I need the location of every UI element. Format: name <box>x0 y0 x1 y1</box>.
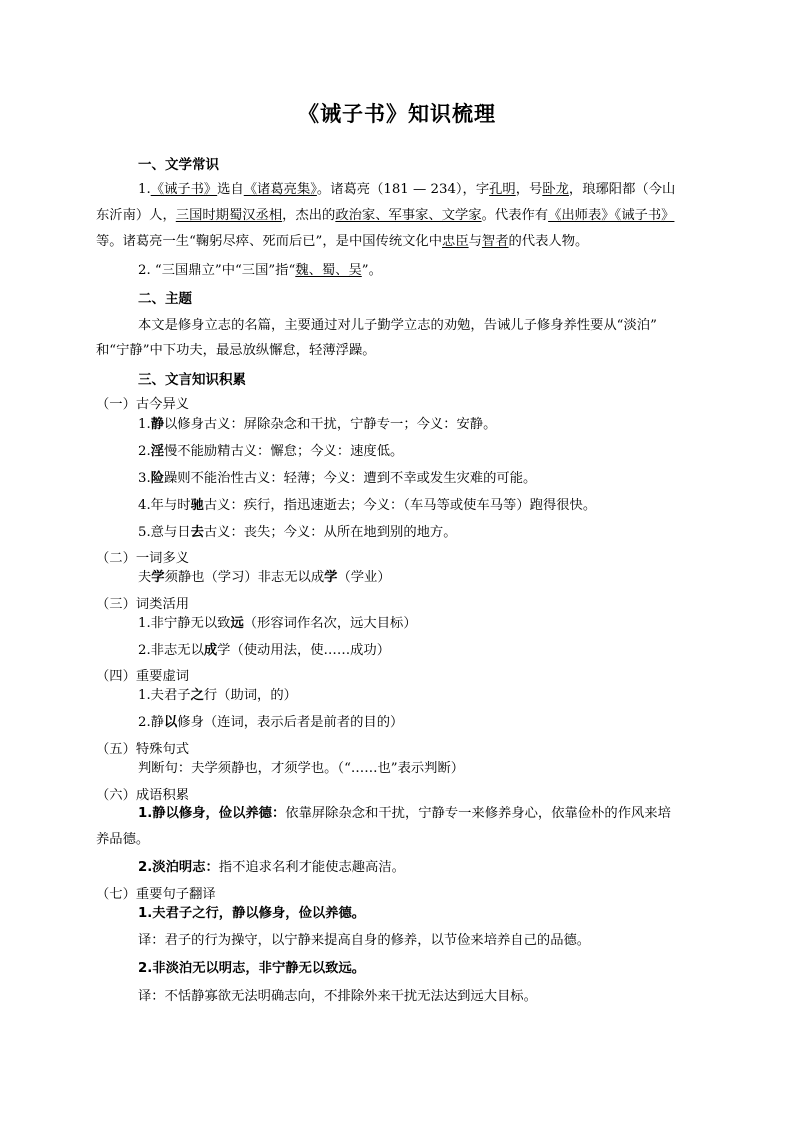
sentence-original: 1.夫君子之行，静以修身，俭以养德。 <box>138 906 366 921</box>
sentence-original: 2.非淡泊无以明志，非宁静无以致远。 <box>138 961 366 976</box>
section-heading-theme: 二、主题 <box>138 291 192 307</box>
bold-text: 之 <box>190 688 204 703</box>
list-item <box>138 715 403 731</box>
list-item <box>138 498 596 514</box>
group-label-translation: （七）重要句子翻译 <box>96 887 216 902</box>
text-run: ，杰出的 <box>282 208 336 223</box>
text-run: 2. <box>138 444 151 459</box>
list-item <box>138 688 297 704</box>
text-run: 依靠屏除杂念和干扰，宁静专一来修养身心，依靠俭朴的作风来培 <box>285 806 671 821</box>
underlined-text: 《诫子书》 <box>150 182 218 197</box>
text-run: 须静也（学习）非志无以成 <box>164 570 325 585</box>
list-item <box>138 525 457 541</box>
underlined-text: 三国时期蜀汉丞相 <box>175 208 283 223</box>
text-run: 4.年与时 <box>138 498 191 513</box>
group-label-ancient-modern-meaning: （一）古今异义 <box>96 397 190 412</box>
list-item-continuation: 养品德。 <box>96 832 150 847</box>
text-run: 1. <box>138 417 151 432</box>
text-run: ，琅琊阳都（今山 <box>568 182 676 197</box>
group-label-word-class: （三）词类活用 <box>96 597 190 612</box>
underlined-text: 智者 <box>481 234 509 249</box>
bold-text: 以 <box>163 715 178 730</box>
underlined-text: 魏、蜀、吴 <box>295 263 362 278</box>
text-run: 夫 <box>138 570 152 585</box>
bold-text: 学 <box>151 570 165 585</box>
text-run: 3. <box>138 471 151 486</box>
text-run: 修身（连词，表示后者是前者的目的） <box>177 715 404 730</box>
paragraph-three-kingdoms <box>138 263 382 279</box>
group-label-function-words: （四）重要虚词 <box>96 669 190 684</box>
bold-text: 2.淡泊明志： <box>138 860 219 875</box>
bold-text: 1.静以修身，俭以养德： <box>138 806 286 821</box>
page-title: 《诫子书》知识梳理 <box>298 102 496 126</box>
group-label-special-sentences: （五）特殊句式 <box>96 742 190 757</box>
text-run: 躁则不能治性古义：轻薄；今义：遭到不幸或发生灾难的可能。 <box>163 471 537 486</box>
theme-line-2: 和“宁静”中下功夫，最忌放纵懈怠，轻薄浮躁。 <box>96 343 376 358</box>
list-item <box>138 806 671 822</box>
bold-text: 成 <box>203 643 218 658</box>
theme-line-1: 本文是修身立志的名篇，主要通过对儿子勤学立志的劝勉，告诫儿子修身养性要从“淡泊” <box>138 318 657 333</box>
text-run: ，号 <box>515 182 543 197</box>
text-run: 东沂南）人， <box>96 208 176 223</box>
text-run: 。诸葛亮（181 — 234），字 <box>316 182 490 197</box>
sentence-translation: 译：不恬静寡欲无法明确志向，不排除外来干扰无法达到远大目标。 <box>138 989 537 1004</box>
text-run: 古义：丧失；今义：从所在地到别的地方。 <box>203 525 457 540</box>
list-item <box>138 444 403 460</box>
bold-text: 学 <box>324 570 338 585</box>
text-run: （学业） <box>337 570 391 585</box>
text-run: 等。诸葛亮一生“鞠躬尽瘁、死而后已”，是中国传统文化中 <box>96 234 443 249</box>
underlined-text: 政治家、军事家、文学家 <box>335 208 482 223</box>
text-run: 与 <box>468 234 482 249</box>
bold-text: 险 <box>150 471 164 486</box>
sentence-translation: 译：君子的行为操守，以宁静来提高自身的修养，以节俭来培养自己的品德。 <box>138 933 591 948</box>
underlined-text: 卧龙 <box>542 182 569 197</box>
text-run: ”。 <box>361 263 382 278</box>
text-run: 5.意与日 <box>138 525 191 540</box>
text-run: 学（使动用法，使……成功） <box>217 643 391 658</box>
text-run: 1.夫君子 <box>138 688 191 703</box>
text-run: 1.非宁静无以致 <box>138 616 231 631</box>
text-run: 。代表作有 <box>481 208 549 223</box>
underlined-text: 《出师表》《诫子书》 <box>548 208 675 223</box>
list-item <box>138 643 390 659</box>
text-run: 2.静 <box>138 715 164 730</box>
list-item <box>138 417 496 433</box>
list-item <box>138 471 536 487</box>
text-run: 以修身古义：屏除杂念和干扰，宁静专一；今义：安静。 <box>163 417 497 432</box>
text-run: 慢不能励精古义：懈怠；今义：速度低。 <box>163 444 404 459</box>
underlined-text: 孔明 <box>489 182 516 197</box>
text-run: 古义：疾行，指迅速逝去；今义：（车马等或使车马等）跑得很快。 <box>203 498 597 513</box>
text-run: 行（助词，的） <box>203 688 297 703</box>
group-label-polysemy: （二）一词多义 <box>96 551 190 566</box>
bold-text: 驰 <box>190 498 204 513</box>
bold-text: 去 <box>190 525 204 540</box>
text-run: 2.非志无以 <box>138 643 204 658</box>
section-heading-literary-knowledge: 一、文学常识 <box>138 157 219 173</box>
text-run: （形容词作名次，远大目标） <box>243 616 417 631</box>
bold-text: 淫 <box>150 444 164 459</box>
list-item: 判断句：夫学须静也，才须学也。（“……也”表示判断） <box>138 761 465 776</box>
underlined-text: 忠臣 <box>442 234 469 249</box>
text-run: 的代表人物。 <box>508 234 589 249</box>
text-run: 指不追求名利才能使志趣高洁。 <box>218 860 405 875</box>
section-heading-classical-knowledge: 三、文言知识积累 <box>138 372 246 388</box>
list-item <box>138 860 405 876</box>
list-item <box>138 570 391 586</box>
paragraph-author-line-3 <box>96 234 588 250</box>
bold-text: 远 <box>230 616 244 631</box>
underlined-text: 《诸葛亮集》 <box>243 182 317 197</box>
bold-text: 静 <box>150 417 164 432</box>
list-item <box>138 616 417 632</box>
paragraph-author-line-2 <box>96 208 674 224</box>
text-run: 选自 <box>217 182 244 197</box>
text-run: 1. <box>138 182 151 197</box>
paragraph-author-line-1 <box>138 182 675 198</box>
group-label-idioms: （六）成语积累 <box>96 788 190 803</box>
text-run: 2. “三国鼎立”中“三国”指“ <box>138 263 296 278</box>
